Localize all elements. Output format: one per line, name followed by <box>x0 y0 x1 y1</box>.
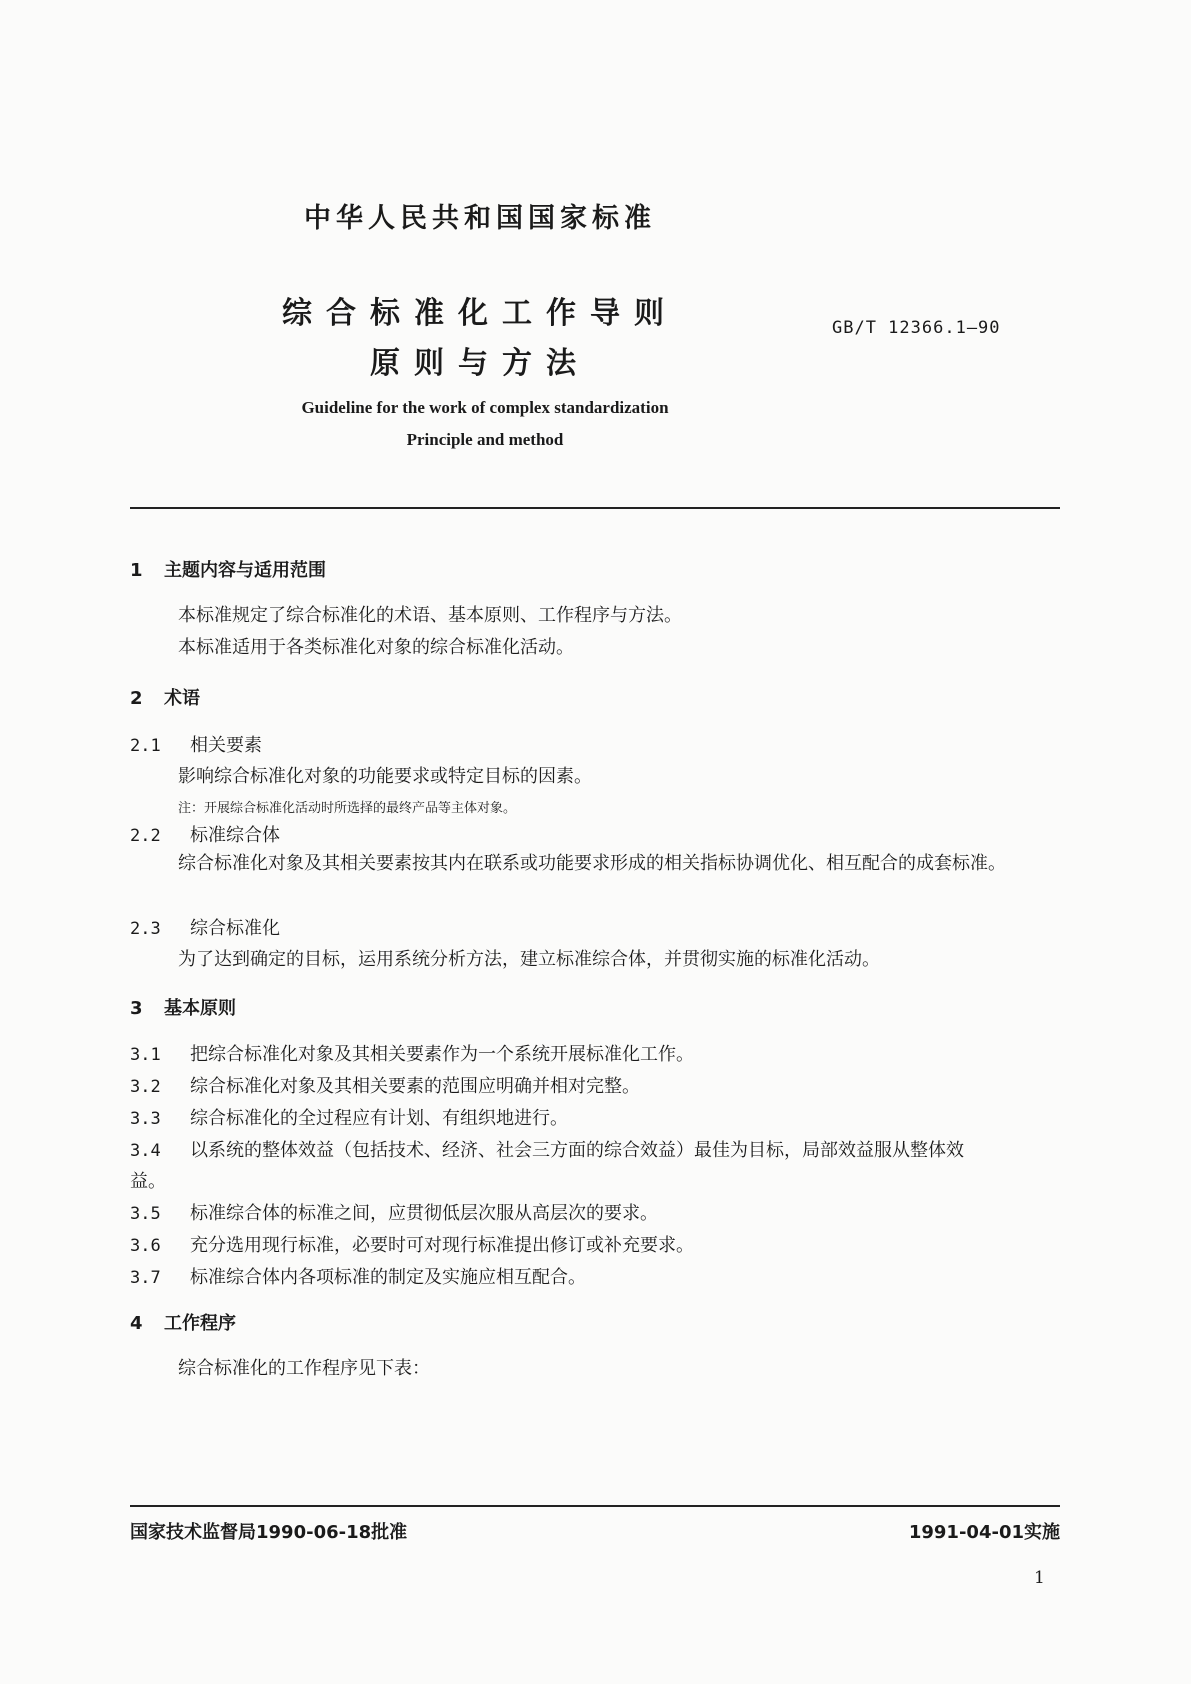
clause-number: 3.7 <box>130 1268 161 1288</box>
term-2-3 <box>130 914 280 940</box>
section-4-heading <box>130 1309 236 1335</box>
principle-item <box>130 1263 586 1289</box>
section-1-heading <box>130 556 326 582</box>
term-title: 标准综合体 <box>190 825 280 846</box>
standard-code: GB/T 12366.1—90 <box>832 318 1001 338</box>
section-number: 4 <box>130 1313 143 1334</box>
section-number: 3 <box>130 998 143 1019</box>
term-title: 综合标准化 <box>190 918 280 939</box>
clause-number: 3.5 <box>130 1204 161 1224</box>
footer-divider <box>130 1505 1060 1507</box>
principle-item <box>130 1231 694 1257</box>
section-title: 术语 <box>164 688 200 709</box>
section-title: 基本原则 <box>164 998 236 1019</box>
term-note: 注：开展综合标准化活动时所选择的最终产品等主体对象。 <box>178 801 517 816</box>
clause-number: 3.4 <box>130 1141 161 1161</box>
clause-number: 2.1 <box>130 736 161 756</box>
principle-item-continued <box>130 1167 166 1193</box>
national-standard-heading: 中华人民共和国国家标准 <box>304 203 656 234</box>
section-1-paragraph: 本标准规定了综合标准化的术语、基本原则、工作程序与方法。 <box>178 605 682 626</box>
principle-item <box>130 1040 694 1066</box>
section-2-heading <box>130 684 200 710</box>
approval-date: 国家技术监督局1990-06-18批准 <box>130 1522 408 1543</box>
section-title: 主题内容与适用范围 <box>164 560 326 581</box>
english-title-line1: Guideline for the work of complex standardization <box>301 398 669 417</box>
clause-number: 3.3 <box>130 1109 161 1129</box>
principle-text: 把综合标准化对象及其相关要素作为一个系统开展标准化工作。 <box>190 1044 694 1065</box>
standard-title-line2: 原则与方法 <box>370 346 590 381</box>
principle-text: 综合标准化的全过程应有计划、有组织地进行。 <box>190 1108 568 1129</box>
term-definition: 为了达到确定的目标，运用系统分析方法，建立标准综合体，并贯彻实施的标准化活动。 <box>178 949 880 970</box>
section-3-heading <box>130 994 236 1020</box>
clause-number: 3.2 <box>130 1077 161 1097</box>
section-title: 工作程序 <box>164 1313 236 1334</box>
principle-text: 标准综合体内各项标准的制定及实施应相互配合。 <box>190 1267 586 1288</box>
clause-number: 2.3 <box>130 919 161 939</box>
header-divider <box>130 507 1060 509</box>
term-title: 相关要素 <box>190 735 262 756</box>
term-2-1 <box>130 731 262 757</box>
principle-item <box>130 1072 640 1098</box>
section-1-paragraph: 本标准适用于各类标准化对象的综合标准化活动。 <box>178 637 574 658</box>
section-4-paragraph: 综合标准化的工作程序见下表： <box>178 1358 430 1379</box>
standard-title-line1: 综合标准化工作导则 <box>282 296 678 331</box>
principle-item <box>130 1136 964 1162</box>
term-definition: 综合标准化对象及其相关要素按其内在联系或功能要求形成的相关指标协调优化、相互配合的成套标准。 <box>178 853 1006 874</box>
principle-text: 以系统的整体效益（包括技术、经济、社会三方面的综合效益）最佳为目标，局部效益服从整体效 <box>190 1140 964 1161</box>
clause-number: 2.2 <box>130 826 161 846</box>
section-number: 2 <box>130 688 143 709</box>
principle-text: 综合标准化对象及其相关要素的范围应明确并相对完整。 <box>190 1076 640 1097</box>
term-2-2 <box>130 821 280 847</box>
section-number: 1 <box>130 560 143 581</box>
clause-number: 3.1 <box>130 1045 161 1065</box>
principle-text: 益。 <box>130 1171 166 1192</box>
principle-item <box>130 1104 568 1130</box>
clause-number: 3.6 <box>130 1236 161 1256</box>
term-definition: 影响综合标准化对象的功能要求或特定目标的因素。 <box>178 766 592 787</box>
page-number: 1 <box>1034 1568 1045 1588</box>
principle-text: 充分选用现行标准，必要时可对现行标准提出修订或补充要求。 <box>190 1235 694 1256</box>
effective-date: 1991-04-01实施 <box>908 1522 1060 1543</box>
principle-text: 标准综合体的标准之间，应贯彻低层次服从高层次的要求。 <box>190 1203 658 1224</box>
english-title-line2: Principle and method <box>406 430 564 449</box>
principle-item <box>130 1199 658 1225</box>
